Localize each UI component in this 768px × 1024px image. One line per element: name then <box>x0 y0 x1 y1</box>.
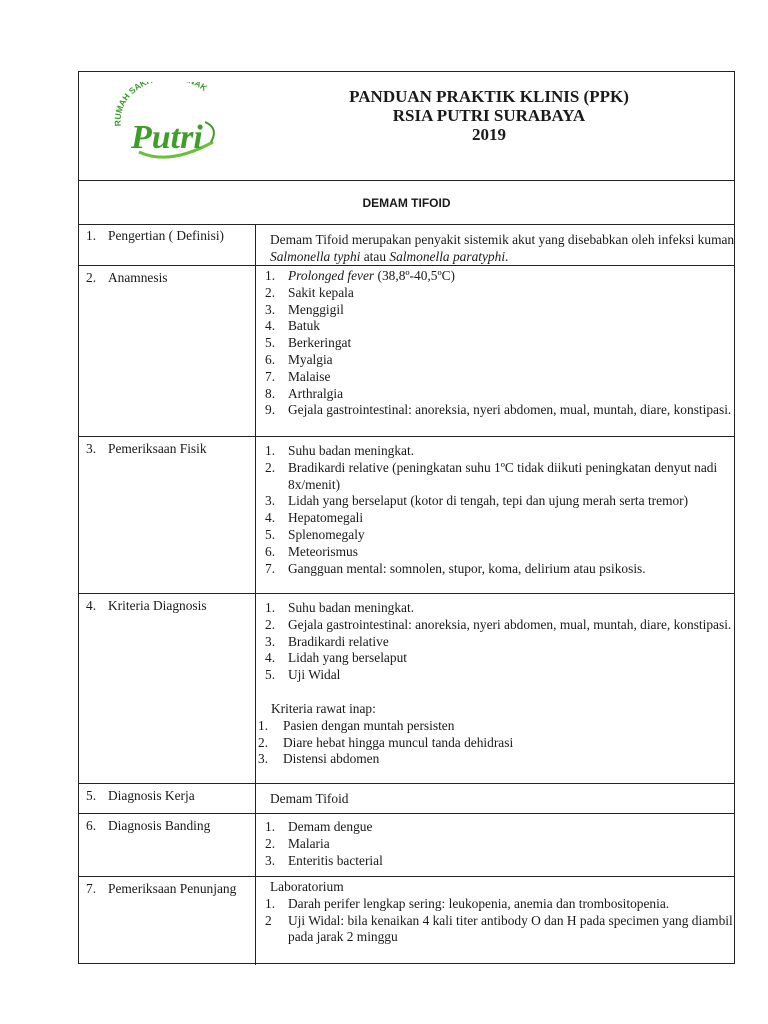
list-item-text: Myalgia <box>288 351 333 367</box>
list-item-text: Uji Widal <box>288 667 341 683</box>
list-item: 4. Lidah yang berselaput <box>265 650 407 666</box>
list-item: 1. Pasien dengan muntah persisten <box>258 717 455 733</box>
list-item: 6. Myalgia <box>265 351 333 367</box>
list-item: 2. Sakit kepala <box>265 284 354 300</box>
list-item-text: Distensi abdomen <box>283 751 380 767</box>
row-number: 3. <box>86 441 97 456</box>
list-item-text: Enteritis bacterial <box>288 852 383 868</box>
list-item-text: Sakit kepala <box>288 284 354 300</box>
row-number: 2. <box>86 270 97 285</box>
list-item-text: Hepatomegali <box>288 510 364 526</box>
row-label-cell <box>86 597 252 614</box>
svg-text:RUMAH SAKIT IBU & ANAK: RUMAH SAK AK <box>112 82 210 127</box>
row-number: 6. <box>86 818 97 833</box>
list-item-text: Demam dengue <box>288 819 373 834</box>
list-item-text: Darah perifer lengkap sering: leukopenia, anemia dan trombositopenia. <box>288 895 670 911</box>
list-item-em: Prolonged fever <box>288 268 375 283</box>
list-item-text: Suhu badan meningkat. <box>288 600 415 615</box>
anamnesis-list <box>265 268 735 419</box>
header-line-year: 2019 <box>472 125 506 144</box>
header-title-block <box>279 87 699 144</box>
list-item-text: Lidah yang berselaput (kotor di tengah, tepi dan ujung merah serta tremor) <box>288 493 689 509</box>
supporting-exam-content <box>265 879 735 946</box>
list-item-text: Gejala gastrointestinal: anoreksia, nyeri abdomen, mual, muntah, diare, konstipasi. <box>288 616 732 632</box>
list-item: 1. Demam dengue <box>265 819 373 834</box>
list-item-text: Menggigil <box>288 301 344 317</box>
row-label: Diagnosis Kerja <box>108 788 195 803</box>
list-item: 3. Distensi abdomen <box>258 751 380 767</box>
list-item-text: Arthralgia <box>288 385 344 401</box>
list-item-text: Malaria <box>288 835 330 851</box>
differential-diagnosis-list <box>265 819 735 869</box>
list-item: 2. Malaria <box>265 835 330 851</box>
header-line-hospital: RSIA PUTRI SURABAYA <box>392 106 586 125</box>
list-item-text: Berkeringat <box>288 335 352 351</box>
list-item: 1. Prolonged fever (38,8º-40,5ºC) <box>265 268 455 283</box>
hospital-logo <box>109 82 229 166</box>
list-item: 3. Bradikardi relative <box>265 633 389 649</box>
row-label-cell <box>86 227 252 244</box>
row-label: Diagnosis Banding <box>108 818 211 833</box>
list-item: 4. Batuk <box>265 318 320 334</box>
definition-organism-1: Salmonella typhi <box>270 248 361 264</box>
inpatient-criteria-title: Kriteria rawat inap: <box>271 700 376 716</box>
list-item-text: Bradikardi relative <box>288 633 389 649</box>
ppk-document <box>78 71 735 964</box>
row-label-cell <box>86 880 252 897</box>
list-item: 2 Uji Widal: bila kenaikan 4 kali titer antibody O dan H pada specimen yang diambil pada jarak 2 minggu <box>265 912 733 945</box>
list-item-text: Gejala gastrointestinal: anoreksia, nyeri abdomen, mual, muntah, diare, konstipasi. <box>288 402 732 418</box>
definition-text <box>265 232 740 266</box>
list-item: 2. Gejala gastrointestinal: anoreksia, nyeri abdomen, mual, muntah, diare, konstipasi. <box>265 616 732 632</box>
list-item: 8. Arthralgia <box>265 385 344 401</box>
list-item-text: Gangguan mental: somnolen, stupor, koma, delirium atau psikosis. <box>288 560 646 576</box>
spacer <box>265 684 735 701</box>
list-item: 5. Berkeringat <box>265 335 352 351</box>
physical-exam-list <box>265 443 735 577</box>
list-item: 5. Splenomegaly <box>265 526 365 542</box>
document-title-row <box>79 180 734 225</box>
definition-organism-2: Salmonella paratyphi <box>389 248 506 264</box>
laboratory-title: Laboratorium <box>270 879 344 894</box>
list-item: 1. Suhu badan meningkat. <box>265 600 415 615</box>
list-item-text: (38,8º-40,5ºC) <box>374 268 455 283</box>
definition-part: . <box>505 248 509 264</box>
list-item-text: Batuk <box>288 318 320 334</box>
list-item: 7. Malaise <box>265 368 331 384</box>
list-item-text: Pasien dengan muntah persisten <box>283 717 455 733</box>
list-item: 9. Gejala gastrointestinal: anoreksia, nyeri abdomen, mual, muntah, diare, konstipasi. <box>265 402 732 418</box>
list-item-text: Suhu badan meningkat. <box>288 443 415 458</box>
list-item: 3. Enteritis bacterial <box>265 852 383 868</box>
row-label-cell <box>86 269 252 286</box>
document-title: DEMAM TIFOID <box>362 196 451 210</box>
table-row-physical-exam <box>79 437 734 594</box>
list-item-text: Malaise <box>288 368 331 384</box>
row-number: 1. <box>86 228 97 243</box>
header-line-ppk: PANDUAN PRAKTIK KLINIS (PPK) <box>349 87 629 106</box>
list-item-text: Diare hebat hingga muncul tanda dehidrasi <box>283 734 514 750</box>
svg-text:Putri: Putri <box>131 119 203 156</box>
diagnostic-criteria-list <box>258 600 735 768</box>
row-label: Pengertian ( Definisi) <box>108 228 225 243</box>
table-row-diagnostic-criteria <box>79 594 734 784</box>
row-number: 4. <box>86 598 97 613</box>
definition-part: atau <box>360 248 390 264</box>
list-item: 1. Darah perifer lengkap sering: leukopenia, anemia dan trombositopenia. <box>265 895 670 911</box>
list-item-text: Splenomegaly <box>288 526 365 542</box>
row-label: Pemeriksaan Penunjang <box>108 881 237 896</box>
list-item: 2. Diare hebat hingga muncul tanda dehidrasi <box>258 734 514 750</box>
list-item: 4. Hepatomegali <box>265 510 364 526</box>
row-number: 5. <box>86 788 97 803</box>
table-row-supporting-exam <box>79 877 734 965</box>
list-item-text: Bradikardi relative (peningkatan suhu 1ºC tidak diikuti peningkatan denyut nadi 8x/menit) <box>288 459 718 492</box>
row-number: 7. <box>86 881 97 896</box>
working-diagnosis-text: Demam Tifoid <box>270 791 349 806</box>
row-label-cell <box>86 817 252 834</box>
list-item: 2. Bradikardi relative (peningkatan suhu 1ºC tidak diikuti peningkatan denyut nadi 8x/menit) <box>265 459 718 492</box>
definition-part: Demam Tifoid merupakan penyakit sistemik akut yang disebabkan oleh infeksi kuman <box>270 232 735 247</box>
list-item: 3. Menggigil <box>265 301 344 317</box>
list-item: 6. Meteorismus <box>265 543 358 559</box>
table-row-anamnesis <box>79 266 734 437</box>
row-label: Kriteria Diagnosis <box>108 598 207 613</box>
table-row-differential-diagnosis <box>79 814 734 877</box>
row-label-cell <box>86 787 252 804</box>
row-label-cell <box>86 440 252 457</box>
list-item: 7. Gangguan mental: somnolen, stupor, koma, delirium atau psikosis. <box>265 560 646 576</box>
list-item-text: Meteorismus <box>288 543 358 559</box>
list-item-text: Lidah yang berselaput <box>288 650 407 666</box>
document-header <box>79 72 734 181</box>
table-row-working-diagnosis <box>79 784 734 814</box>
row-label: Pemeriksaan Fisik <box>108 441 207 456</box>
table-row-definition <box>79 224 734 266</box>
list-item: 5. Uji Widal <box>265 667 341 683</box>
list-item: 1. Suhu badan meningkat. <box>265 443 415 458</box>
list-item-text: Uji Widal: bila kenaikan 4 kali titer antibody O dan H pada specimen yang diambil pada jarak 2 minggu <box>288 912 733 945</box>
row-label: Anamnesis <box>108 270 168 285</box>
list-item: 3. Lidah yang berselaput (kotor di tengah, tepi dan ujung merah serta tremor) <box>265 493 689 509</box>
